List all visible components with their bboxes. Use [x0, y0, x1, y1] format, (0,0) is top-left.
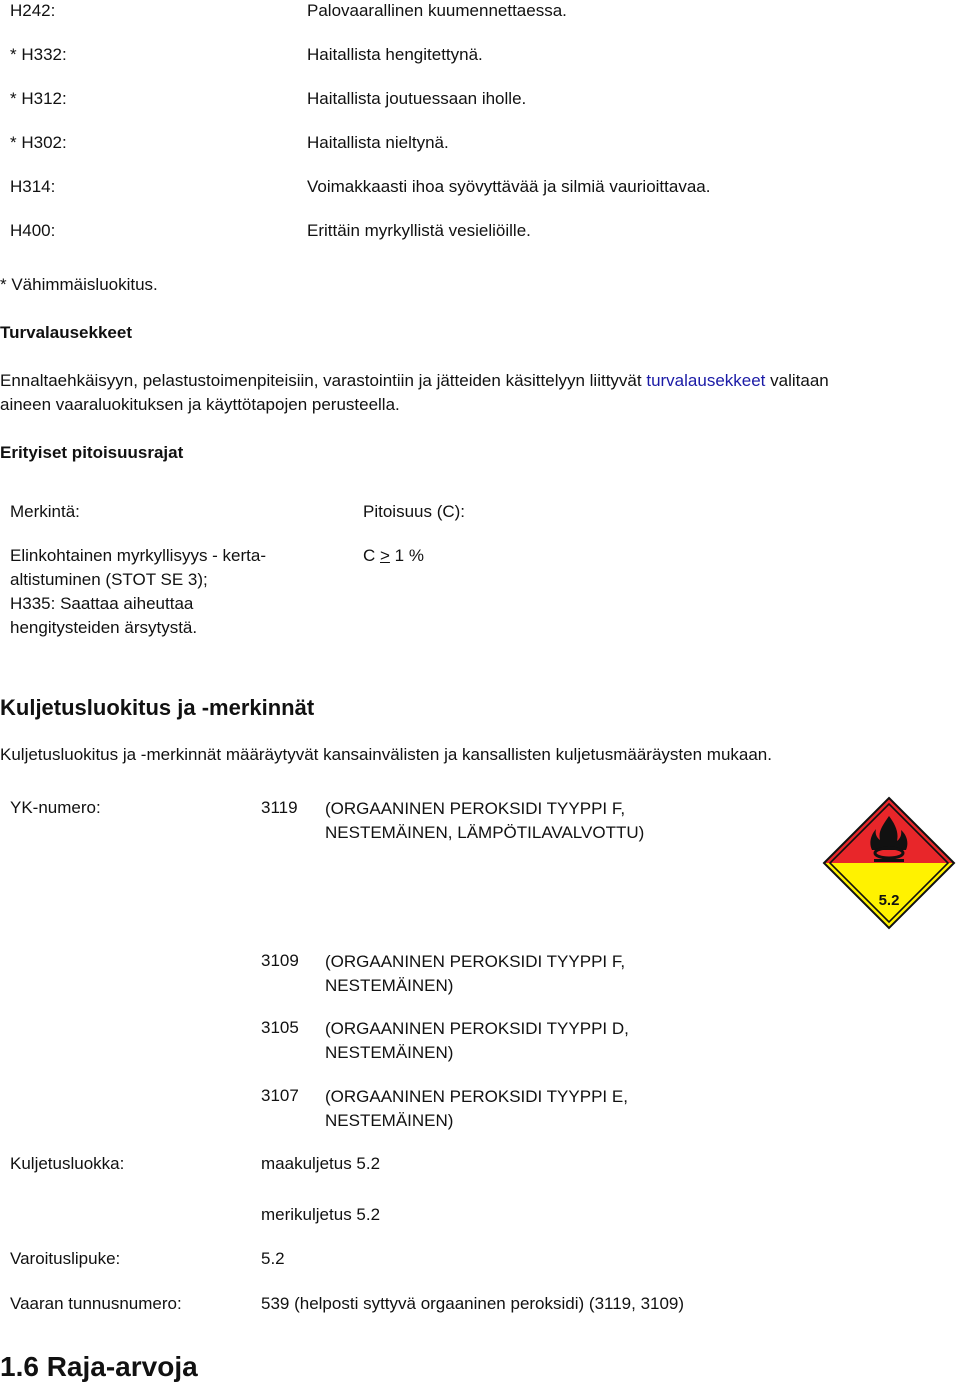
concentration-label-line: altistuminen (STOT SE 3); — [10, 570, 208, 589]
warning-label-label: Varoituslipuke: — [10, 1249, 121, 1268]
concentration-heading: Erityiset pitoisuusrajat — [0, 443, 184, 462]
precautionary-heading: Turvalausekkeet — [0, 323, 132, 342]
hazard-text: Haitallista joutuessaan iholle. — [307, 89, 527, 108]
warning-label-value: 5.2 — [261, 1249, 285, 1268]
hazard-code: * H302: — [10, 133, 67, 152]
un-description: NESTEMÄINEN) — [325, 1043, 454, 1062]
un-description: NESTEMÄINEN, LÄMPÖTILAVALVOTTU) — [325, 823, 645, 842]
hazard-code: H314: — [10, 177, 56, 196]
un-description: NESTEMÄINEN) — [325, 976, 454, 995]
hazard-id-value: 539 (helposti syttyvä orgaaninen peroksidi) (3119, 3109) — [261, 1294, 685, 1313]
hazard-text: Haitallista hengitettynä. — [307, 45, 483, 64]
transport-class-road: maakuljetus 5.2 — [261, 1154, 381, 1173]
hazard-code: H400: — [10, 221, 56, 240]
transport-class-sea: merikuljetus 5.2 — [261, 1205, 381, 1224]
hazard-code: H242: — [10, 1, 56, 20]
precautionary-text: Ennaltaehkäisyyn, pelastustoimenpiteisiin, varastointiin ja jätteiden käsittelyyn liittyvät — [0, 371, 647, 390]
concentration-amount: 1 % — [389, 546, 424, 565]
hazard-text: Haitallista nieltynä. — [307, 133, 449, 152]
hazard-id-label: Vaaran tunnusnumero: — [10, 1294, 182, 1313]
concentration-prefix: C — [363, 546, 380, 565]
un-number-label: YK-numero: — [10, 798, 101, 817]
hazard-text: Voimakkaasti ihoa syövyttävää ja silmiä vaurioittavaa. — [307, 177, 711, 196]
transport-heading: Kuljetusluokitus ja -merkinnät — [0, 695, 315, 720]
concentration-label-line: hengitysteiden ärsytystä. — [10, 618, 198, 637]
un-description: (ORGAANINEN PEROKSIDI TYYPPI E, — [325, 1087, 628, 1106]
hazard-code: * H332: — [10, 45, 67, 64]
un-number: 3105 — [261, 1018, 299, 1037]
hazard-code: * H312: — [10, 89, 67, 108]
un-description: (ORGAANINEN PEROKSIDI TYYPPI D, — [325, 1019, 629, 1038]
concentration-label-line: Elinkohtainen myrkyllisyys - kerta- — [10, 546, 267, 565]
hazard-text: Erittäin myrkyllistä vesieliöille. — [307, 221, 531, 240]
un-number: 3119 — [261, 798, 298, 817]
concentration-value-header: Pitoisuus (C): — [363, 502, 466, 521]
precautionary-link[interactable]: turvalausekkeet — [646, 371, 766, 390]
precautionary-text: valitaan — [765, 371, 829, 390]
min-classification-note: * Vähimmäisluokitus. — [0, 275, 158, 294]
un-description: NESTEMÄINEN) — [325, 1111, 454, 1130]
hazard-text: Palovaarallinen kuumennettaessa. — [307, 1, 567, 20]
next-section-title: 1.6 Raja-arvoja — [0, 1351, 198, 1382]
concentration-value — [363, 545, 424, 567]
concentration-label-header: Merkintä: — [10, 502, 80, 521]
un-number: 3109 — [261, 951, 299, 970]
precautionary-line-1 — [0, 370, 829, 392]
greater-equal-symbol: > — [380, 546, 390, 565]
un-description: (ORGAANINEN PEROKSIDI TYYPPI F, — [325, 799, 626, 818]
precautionary-line-2: aineen vaaraluokituksen ja käyttötapojen perusteella. — [0, 395, 400, 414]
concentration-label-line: H335: Saattaa aiheuttaa — [10, 594, 194, 613]
un-description: (ORGAANINEN PEROKSIDI TYYPPI F, — [325, 952, 626, 971]
transport-intro: Kuljetusluokitus ja -merkinnät määräytyvät kansainvälisten ja kansallisten kuljetusmääräysten mukaan. — [0, 745, 772, 764]
un-number: 3107 — [261, 1086, 299, 1105]
organic-peroxide-hazard-label — [822, 796, 956, 930]
label-class-number: 5.2 — [878, 892, 900, 909]
transport-class-label: Kuljetusluokka: — [10, 1154, 125, 1173]
